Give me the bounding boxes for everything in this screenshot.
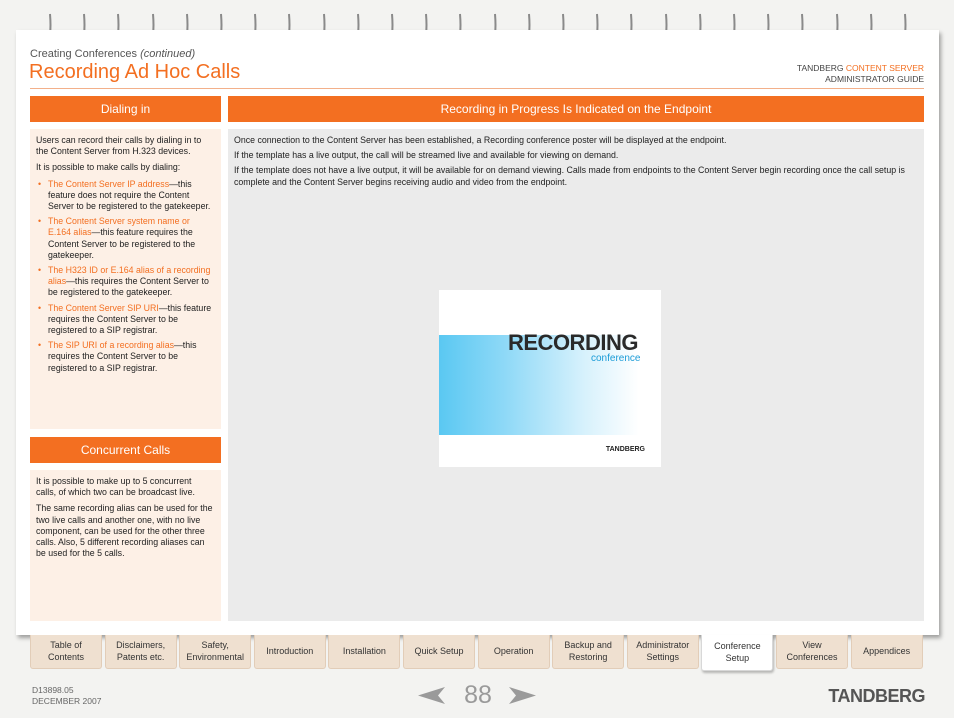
- right-arrow-icon[interactable]: [509, 687, 536, 709]
- tab-view-conferences[interactable]: [776, 635, 848, 669]
- tab-label-line2: Environmental: [186, 651, 244, 662]
- concurrent-calls-heading: Concurrent Calls: [30, 437, 221, 463]
- dialing-option: [36, 216, 213, 261]
- tab-label-line2: Patents etc.: [116, 651, 165, 662]
- dialing-option-link[interactable]: The H323 ID or E.164 alias of a recording alias: [48, 265, 211, 287]
- tab-disclaimers-patents-etc[interactable]: [105, 635, 177, 669]
- dialing-list: [36, 179, 213, 374]
- chapter-tabs: [30, 635, 924, 671]
- tab-label-line1: Introduction: [266, 645, 314, 656]
- tab-table-of-contents[interactable]: [30, 635, 102, 669]
- tab-label-line1: Disclaimers,: [116, 640, 166, 650]
- page-title: Recording Ad Hoc Calls: [29, 61, 241, 83]
- dialing-option: [36, 340, 213, 374]
- dialing-lead: It is possible to make calls by dialing:: [36, 162, 181, 173]
- tab-introduction[interactable]: [254, 635, 326, 669]
- dialing-in-heading: Dialing in: [30, 96, 221, 122]
- dialing-option-link[interactable]: The Content Server system name or E.164 alias: [48, 216, 190, 238]
- concurrent-p1: It is possible to make up to 5 concurrent calls, of which two can be broadcast live.: [36, 476, 195, 498]
- dialing-option-link[interactable]: The Content Server IP address: [48, 178, 170, 189]
- tab-label-line2: Conferences: [786, 651, 838, 662]
- left-arrow-icon[interactable]: [418, 687, 445, 709]
- tab-installation[interactable]: [328, 635, 400, 669]
- tab-label-line2: Setup: [725, 652, 750, 663]
- concurrent-p2: The same recording alias can be used for the two live calls and another one, with no live component, can be used for the other three calls. Also, 5 different recording aliases can be used for the 5 calls.: [36, 503, 213, 559]
- tab-quick-setup[interactable]: [403, 635, 475, 669]
- tab-label-line2: Contents: [47, 651, 85, 662]
- dialing-option-link[interactable]: The Content Server SIP URI: [48, 302, 159, 313]
- tab-label-line1: Appendices: [863, 645, 911, 656]
- main-p2: If the template has a live output, the call will be streamed live and available for viewing on demand.: [234, 150, 619, 161]
- tandberg-logo: TANDBERG: [828, 686, 925, 706]
- tab-label-line1: Safety,: [201, 640, 229, 650]
- tab-backup-and-restoring[interactable]: [552, 635, 624, 669]
- tab-label-line1: Operation: [493, 645, 534, 656]
- dialing-option-link[interactable]: The SIP URI of a recording alias: [48, 340, 174, 351]
- tab-label-line2: Settings: [646, 651, 680, 662]
- tab-label-line1: Table of: [50, 640, 82, 650]
- header-rule: [30, 88, 924, 89]
- tab-conference-setup[interactable]: [701, 635, 773, 671]
- tab-label-line1: Backup and: [564, 640, 612, 650]
- tab-administrator-settings[interactable]: [627, 635, 699, 669]
- document-id: D13898.05 DECEMBER 2007: [32, 685, 102, 706]
- breadcrumb-suffix: (continued): [140, 48, 196, 60]
- recording-poster-image: [439, 290, 661, 467]
- dialing-option-text: —this feature requires the Content Server to be registered to the gatekeeper.: [48, 227, 196, 260]
- tab-label-line1: Conference: [714, 641, 761, 651]
- dialing-intro: Users can record their calls by dialing in to the Content Server from H.323 devices.: [36, 135, 202, 157]
- recording-progress-heading: Recording in Progress Is Indicated on the Endpoint: [228, 96, 924, 122]
- dialing-option-text: —this requires the Content Server to be registered to the gatekeeper.: [48, 276, 209, 298]
- main-p3: If the template does not have a live output, it will be available for on demand viewing. Calls made from endpoints to the Content Server begin recording once the call setup is complete and the Content Server begins receiving audio and video from the endpoint.: [234, 165, 905, 187]
- dialing-option-text: —this feature requires the Content Server to be registered to a SIP registrar.: [48, 302, 212, 336]
- brand-header: TANDBERG CONTENT SERVER ADMINISTRATOR GUIDE: [796, 63, 924, 84]
- dialing-option: [36, 303, 213, 337]
- concurrent-calls-panel: [30, 470, 221, 621]
- poster-title: RECORDING: [508, 330, 638, 355]
- breadcrumb: Creating Conferences (continued): [30, 48, 196, 60]
- main-p1: Once connection to the Content Server has been established, a Recording conference poster will be displayed at the endpoint.: [234, 135, 727, 145]
- dialing-option: [36, 265, 213, 299]
- dialing-in-panel: [30, 129, 221, 429]
- tab-operation[interactable]: [478, 635, 550, 669]
- tab-label-line1: Administrator: [636, 640, 690, 650]
- poster-subtitle: conference: [591, 353, 641, 364]
- tab-safety-environmental[interactable]: [179, 635, 251, 669]
- tab-label-line1: View: [802, 640, 822, 650]
- tab-label-line1: Installation: [342, 645, 386, 656]
- tab-label-line1: Quick Setup: [414, 645, 464, 656]
- dialing-option-text: —this feature does not require the Content Server to be registered to the gatekeeper.: [48, 178, 211, 212]
- dialing-option-text: —this requires the Content Server to be registered to a SIP registrar.: [48, 340, 197, 373]
- tab-appendices[interactable]: [851, 635, 923, 669]
- poster-logo: TANDBERG: [605, 446, 645, 453]
- dialing-option: [36, 179, 213, 213]
- pager: [418, 681, 538, 711]
- tab-label-line2: Restoring: [568, 651, 608, 662]
- page-number: 88: [464, 681, 492, 709]
